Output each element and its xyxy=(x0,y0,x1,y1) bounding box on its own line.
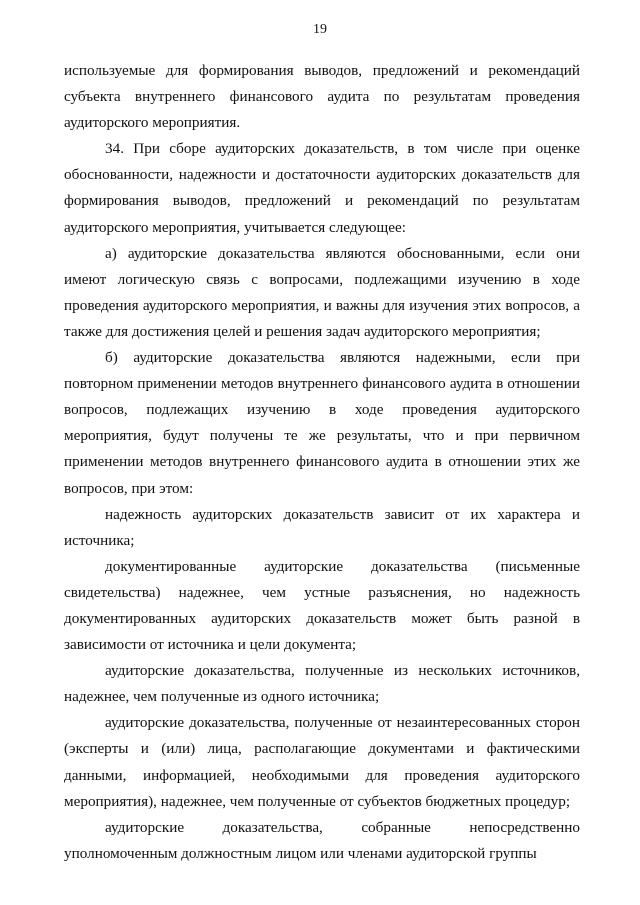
document-body xyxy=(64,58,580,867)
paragraph-item-34: 34. При сборе аудиторских доказательств, в том числе при оценке обоснованности, надежности и достаточности аудиторских доказательств для формирования выводов, предложений и рекомендаций по результатам аудиторского мероприятия, учитывается следующее: xyxy=(64,140,580,236)
page-number: 19 xyxy=(313,22,327,37)
paragraph-documented-evidence: документированные аудиторские доказательства (письменные свидетельства) надежнее, чем устные разъяснения, но надежность документированных аудиторских доказательств может быть разной в зависимости от источника и цели документа; xyxy=(64,557,580,654)
paragraph-subitem-a: а) аудиторские доказательства являются обоснованными, если они имеют логическую связь с вопросами, подлежащими изучению в ходе проведения аудиторского мероприятия, и важны для изучения этих вопросов, а также для достижения целей и решения задач аудиторского мероприятия; xyxy=(64,244,580,340)
paragraph-independent-parties: аудиторские доказательства, полученные от незаинтересованных сторон (эксперты и (или) лица, располагающие документами и фактическими данными, информацией, необходимыми для проведения аудиторского мероприятия), надежнее, чем полученные от субъектов бюджетных процедур; xyxy=(64,714,580,810)
paragraph-subitem-b: б) аудиторские доказательства являются надежными, если при повторном применении методов внутреннего финансового аудита в отношении вопросов, подлежащих изучению в ходе проведения аудиторского мероприятия, будут получены те же результаты, что и при первичном применении методов внутреннего финансового аудита в отношении этих же вопросов, при этом: xyxy=(64,349,580,497)
paragraph-multiple-sources: аудиторские доказательства, полученные из нескольких источников, надежнее, чем полученные из одного источника; xyxy=(64,662,580,706)
paragraph-continuation: используемые для формирования выводов, предложений и рекомендаций субъекта внутреннего финансового аудита по результатам проведения аудиторского мероприятия. xyxy=(64,62,580,132)
paragraph-directly-collected: аудиторские доказательства, собранные непосредственно уполномоченным должностным лицом или членами аудиторской группы xyxy=(64,818,580,862)
paragraph-reliability-source: надежность аудиторских доказательств зависит от их характера и источника; xyxy=(64,505,580,549)
